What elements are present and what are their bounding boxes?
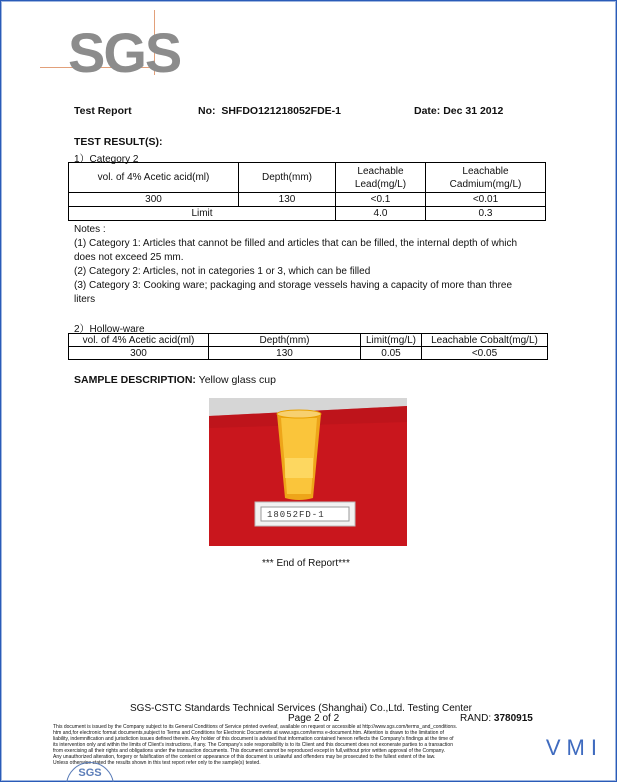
col-header-lead xyxy=(336,163,426,193)
report-no-value: SHFDO121218052FDE-1 xyxy=(221,105,341,117)
sample-value: Yellow glass cup xyxy=(198,374,276,386)
limit-lead: 4.0 xyxy=(336,207,426,221)
report-date-label: Date: xyxy=(414,105,441,117)
report-label: Test Report xyxy=(74,105,132,117)
note-line: (3) Category 3: Cooking ware; packaging and storage vessels having a capacity of more than three xyxy=(74,280,513,291)
results-title: TEST RESULT(S): xyxy=(74,136,163,148)
end-of-report: *** End of Report*** xyxy=(262,558,350,569)
cell-acid: 300 xyxy=(69,193,239,207)
limit-row xyxy=(69,207,546,221)
report-no-label: No: xyxy=(198,105,216,117)
notes-block xyxy=(74,223,544,307)
col-header-acid: vol. of 4% Acetic acid(ml) xyxy=(69,163,239,193)
col-header-depth: Depth(mm) xyxy=(209,334,361,347)
cadmium-header-line1: Leachable xyxy=(462,165,509,177)
table-row xyxy=(69,193,546,207)
report-number xyxy=(198,105,341,117)
footer-rand xyxy=(460,713,533,724)
disclaimer-line: from exercising all their rights and obligations under the transaction documents. This document cannot be reproduced except in full,without prior written approval of the Company. xyxy=(53,748,445,754)
footer-disclaimer xyxy=(53,724,533,766)
sample-photo-graphic xyxy=(209,398,407,546)
report-date-value: Dec 31 2012 xyxy=(443,105,504,117)
photo-label: 18052FD-1 xyxy=(267,510,325,520)
cell-depth: 130 xyxy=(239,193,336,207)
cell-cobalt: <0.05 xyxy=(422,347,548,360)
disclaimer-line: htm and,for electronic format documents,subject to Terms and Conditions for Electronic Documents at www.sgs.com/terms e-document.htm. Attention is drawn to the limitation of xyxy=(53,730,444,736)
disclaimer-line: Any unauthorized alteration, forgery or falsification of the content or appearance of this document is unlawful and offenders may be prosecuted to the fullest extent of the law. xyxy=(53,754,436,760)
note-line: liters xyxy=(74,294,96,305)
cell-lead: <0.1 xyxy=(336,193,426,207)
cell-acid: 300 xyxy=(69,347,209,360)
col-header-cobalt: Leachable Cobalt(mg/L) xyxy=(422,334,548,347)
note-line: (2) Category 2: Articles, not in categories 1 or 3, which can be filled xyxy=(74,266,371,277)
disclaimer-line: liability, indemnification and jurisdiction issues defined therein. Any holder of this document is advised that information contained hereon reflects the Company's findings at the time of xyxy=(53,736,454,742)
cadmium-header-line2: Cadmium(mg/L) xyxy=(449,178,522,190)
note-line: does not exceed 25 mm. xyxy=(74,252,184,263)
category-2-heading: 1）Category 2 xyxy=(74,154,139,165)
lead-header-line1: Leachable xyxy=(357,165,404,177)
rand-value: 3780915 xyxy=(493,713,533,724)
cell-limit: 0.05 xyxy=(361,347,422,360)
limit-cadmium: 0.3 xyxy=(426,207,546,221)
vmi-watermark: VMI xyxy=(545,735,603,760)
seal-text: SGS xyxy=(66,762,114,782)
col-header-acid: vol. of 4% Acetic acid(ml) xyxy=(69,334,209,347)
table-row xyxy=(69,347,548,360)
table-header-row xyxy=(69,163,546,193)
table-header-row xyxy=(69,334,548,347)
cell-cadmium: <0.01 xyxy=(426,193,546,207)
seal-stamp xyxy=(66,762,116,782)
footer-page: Page 2 of 2 xyxy=(288,713,340,724)
lead-header-line2: Lead(mg/L) xyxy=(354,178,407,190)
sample-photo xyxy=(209,398,407,546)
report-date xyxy=(414,105,503,117)
col-header-depth: Depth(mm) xyxy=(239,163,336,193)
rand-label: RAND: xyxy=(460,713,492,724)
disclaimer-line: Unless otherwise stated the results shown in this test report refer only to the sample(s) tested. xyxy=(53,760,261,766)
sample-label: SAMPLE DESCRIPTION: xyxy=(74,374,196,386)
category-2-table xyxy=(68,162,546,221)
col-header-limit: Limit(mg/L) xyxy=(361,334,422,347)
limit-label: Limit xyxy=(69,207,336,221)
sgs-logo: SGS xyxy=(68,21,181,84)
sample-description xyxy=(74,374,276,386)
col-header-cadmium xyxy=(426,163,546,193)
disclaimer-line: its intervention only and within the limits of Client's instructions, if any. The Company's sole responsibility is to its Client and this document does not exonerate parties to a transaction xyxy=(53,742,453,748)
hollow-ware-heading: 2）Hollow-ware xyxy=(74,324,145,335)
footer-company: SGS-CSTC Standards Technical Services (Shanghai) Co.,Ltd. Testing Center xyxy=(130,703,473,714)
hollow-ware-table xyxy=(68,333,548,360)
disclaimer-line: This document is issued by the Company subject to its General Conditions of Service printed overleaf, available on request or accessible at http://www.sgs.com/terms_and_conditions. xyxy=(53,724,458,730)
note-line: (1) Category 1: Articles that cannot be filled and articles that can be filled, the internal depth of which xyxy=(74,238,518,249)
notes-title: Notes : xyxy=(74,224,106,235)
cell-depth: 130 xyxy=(209,347,361,360)
